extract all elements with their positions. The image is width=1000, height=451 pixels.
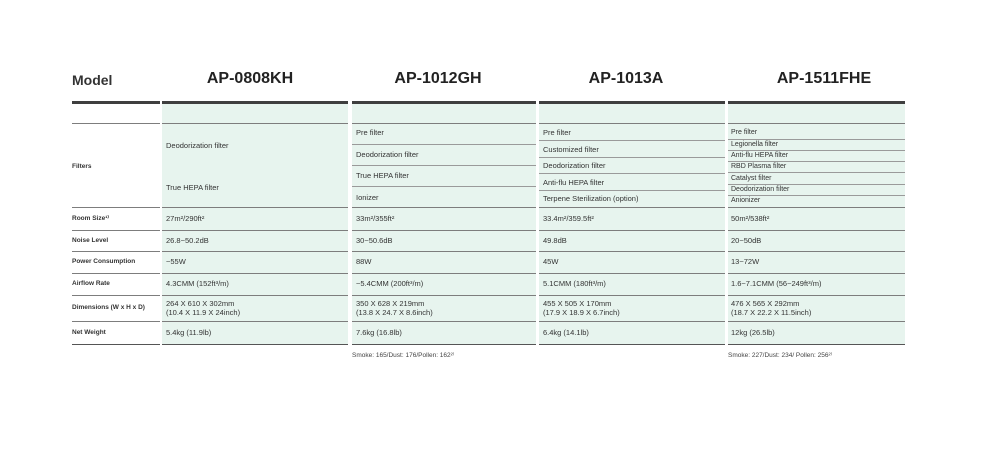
power-value: 88W — [356, 257, 372, 266]
room-size-value: 33m²/355ft² — [356, 214, 395, 223]
row-label-airflow: Airflow Rate — [72, 280, 110, 287]
weight-value: 12kg (26.5lb) — [731, 328, 775, 337]
filter-item: Catalyst filter — [731, 175, 772, 182]
room-size-value: 50m²/538ft² — [731, 214, 770, 223]
filter-item: Pre filter — [356, 128, 384, 137]
power-value: 45W — [543, 257, 559, 266]
filter-item: Anti-flu HEPA filter — [543, 178, 605, 187]
airflow-value: 4.3CMM (152ft³/m) — [166, 279, 229, 288]
room-size-value: 27m²/290ft² — [166, 214, 205, 223]
power-value: 13~72W — [731, 257, 760, 266]
filter-item: Anionizer — [731, 197, 761, 204]
noise-value: 26.8~50.2dB — [166, 236, 209, 245]
row-divider — [72, 295, 905, 296]
filter-divider — [352, 165, 536, 166]
filter-divider — [539, 173, 725, 174]
dimensions-mm: 455 X 505 X 170mm — [543, 299, 612, 308]
filter-item: Deodorization filter — [166, 141, 229, 150]
airflow-value: ~5.4CMM (200ft³/m) — [356, 279, 424, 288]
filter-item: Customized filter — [543, 145, 599, 154]
dimensions-inch: (18.7 X 22.2 X 11.5inch) — [731, 308, 812, 317]
row-divider — [72, 123, 905, 124]
footnote-cadr: Smoke: 165/Dust: 176/Pollen: 162²⁾ — [352, 352, 455, 359]
filter-divider — [539, 140, 725, 141]
column-gap — [160, 104, 162, 345]
weight-value: 5.4kg (11.9lb) — [166, 328, 212, 337]
weight-value: 7.6kg (16.8lb) — [356, 328, 402, 337]
spec-table — [72, 0, 905, 451]
footnote-cadr: Smoke: 227/Dust: 234/ Pollen: 256²⁾ — [728, 352, 833, 359]
row-divider — [72, 273, 905, 274]
filter-divider — [728, 172, 905, 173]
row-label-dimensions: Dimensions (W x H x D) — [72, 304, 145, 311]
header-rule — [72, 101, 160, 104]
row-divider — [72, 251, 905, 252]
noise-value: 30~50.6dB — [356, 236, 393, 245]
dimensions-mm: 476 X 565 X 292mm — [731, 299, 800, 308]
product-name-3: AP-1013A — [588, 70, 664, 87]
column-gap — [348, 104, 352, 345]
noise-value: 20~50dB — [731, 236, 762, 245]
weight-value: 6.4kg (14.1lb) — [543, 328, 589, 337]
row-label-weight: Net Weight — [72, 329, 106, 336]
dimensions-inch: (17.9 X 18.9 X 6.7inch) — [543, 308, 620, 317]
dimensions-mm: 264 X 610 X 302mm — [166, 299, 235, 308]
row-divider — [72, 230, 905, 231]
filter-item: Terpene Sterilization (option) — [543, 194, 639, 203]
airflow-value: 5.1CMM (180ft³/m) — [543, 279, 606, 288]
airflow-value: 1.6~7.1CMM (56~249ft³/m) — [731, 279, 822, 288]
model-label: Model — [72, 72, 113, 88]
noise-value: 49.8dB — [543, 236, 567, 245]
row-label-room-size: Room Size¹⁾ — [72, 215, 109, 222]
filter-item: Ionizer — [356, 193, 379, 202]
row-divider — [72, 207, 905, 208]
filter-divider — [539, 157, 725, 158]
product-name-4: AP-1511FHE — [776, 70, 872, 87]
filter-divider — [539, 190, 725, 191]
dimensions-inch: (10.4 X 11.9 X 24inch) — [166, 308, 241, 317]
power-value: ~55W — [166, 257, 186, 266]
filter-divider — [352, 144, 536, 145]
product-name-1: AP-0808KH — [206, 70, 294, 87]
filter-item: True HEPA filter — [356, 171, 409, 180]
row-label-power: Power Consumption — [72, 258, 136, 265]
filter-item: Anti-flu HEPA filter — [731, 152, 789, 159]
filter-item: RBD Plasma filter — [731, 163, 787, 170]
filter-divider — [352, 186, 536, 187]
table-bottom-rule — [72, 344, 905, 345]
row-label-noise: Noise Level — [72, 237, 109, 244]
column-gap — [725, 104, 728, 345]
filter-item: Pre filter — [543, 128, 571, 137]
filter-item: Pre filter — [731, 129, 758, 136]
dimensions-mm: 350 X 628 X 219mm — [356, 299, 425, 308]
room-size-value: 33.4m²/359.5ft² — [543, 214, 594, 223]
filter-item: Deodorization filter — [731, 186, 790, 193]
filter-item: Deodorization filter — [356, 150, 419, 159]
dimensions-inch: (13.8 X 24.7 X 8.6inch) — [356, 308, 433, 317]
filter-item: Deodorization filter — [543, 161, 606, 170]
row-label-filters: Filters — [72, 163, 92, 170]
row-divider — [72, 321, 905, 322]
product-name-2: AP-1012GH — [394, 70, 482, 87]
filter-item: Legionella filter — [731, 141, 779, 148]
filter-item: True HEPA filter — [166, 183, 219, 192]
